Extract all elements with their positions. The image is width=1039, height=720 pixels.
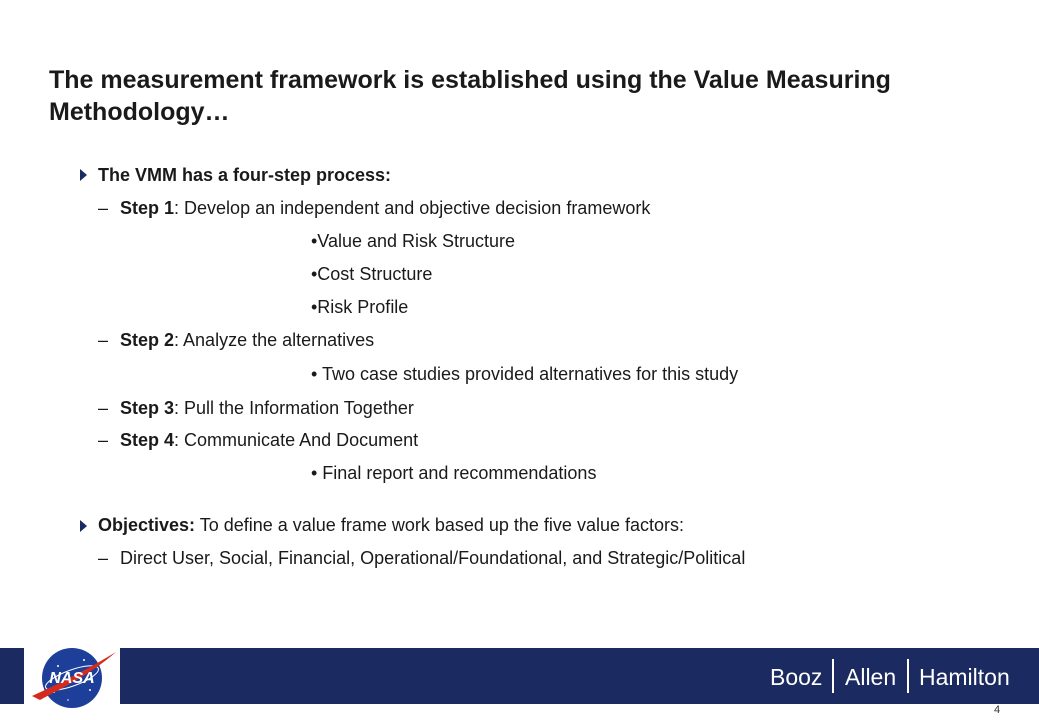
objectives-sub-text: Direct User, Social, Financial, Operational/Foundational, and Strategic/Political <box>120 548 746 568</box>
step-2-label: Step 2 <box>120 330 175 350</box>
step-3-label: Step 3 <box>120 398 175 418</box>
brand-hamilton: Hamilton <box>919 664 1010 690</box>
step-1-bullet-1: •Value and Risk Structure <box>311 231 516 251</box>
dash: – <box>98 430 109 450</box>
step-2-line <box>98 329 374 351</box>
dash: – <box>98 398 109 418</box>
step-4-label: Step 4 <box>120 430 175 450</box>
step-2-bullet-1: • Two case studies provided alternatives for this study <box>311 364 739 384</box>
step-1-line <box>98 197 650 219</box>
brand-allen: Allen <box>845 664 897 690</box>
brand-separator <box>907 659 909 693</box>
objectives-text: To define a value frame work based up the five value factors: <box>195 515 684 535</box>
slide-title: The measurement framework is established using the Value Measuring Methodology… <box>49 66 891 126</box>
brand-separator <box>832 659 834 693</box>
objectives-line <box>98 514 684 536</box>
step-2-text: : Analyze the alternatives <box>174 330 375 350</box>
step-3-line <box>98 397 414 419</box>
objectives-sub-line <box>98 547 745 569</box>
dash: – <box>98 330 109 350</box>
step-1-bullet-3: •Risk Profile <box>311 297 409 317</box>
dash: – <box>98 198 109 218</box>
step-1-text: : Develop an independent and objective decision framework <box>174 198 651 218</box>
vmm-heading <box>98 164 391 186</box>
page-number: 4 <box>994 704 1001 716</box>
step-4-bullet-1: • Final report and recommendations <box>311 463 597 483</box>
arrow-bullet-icon <box>80 169 87 181</box>
objectives-label: Objectives: <box>98 515 196 535</box>
step-4-line <box>98 429 418 451</box>
dash: – <box>98 548 109 568</box>
arrow-bullet-icon <box>80 520 87 532</box>
step-1-label: Step 1 <box>120 198 175 218</box>
step-4-text: : Communicate And Document <box>174 430 419 450</box>
brand-booz: Booz <box>770 664 823 690</box>
nasa-logo-text: NASA <box>49 670 95 687</box>
step-3-text: : Pull the Information Together <box>174 398 414 418</box>
nasa-logo-icon <box>28 644 118 710</box>
step-1-bullet-2: •Cost Structure <box>311 264 433 284</box>
vmm-heading-text: The VMM has a four-step process: <box>98 165 392 185</box>
